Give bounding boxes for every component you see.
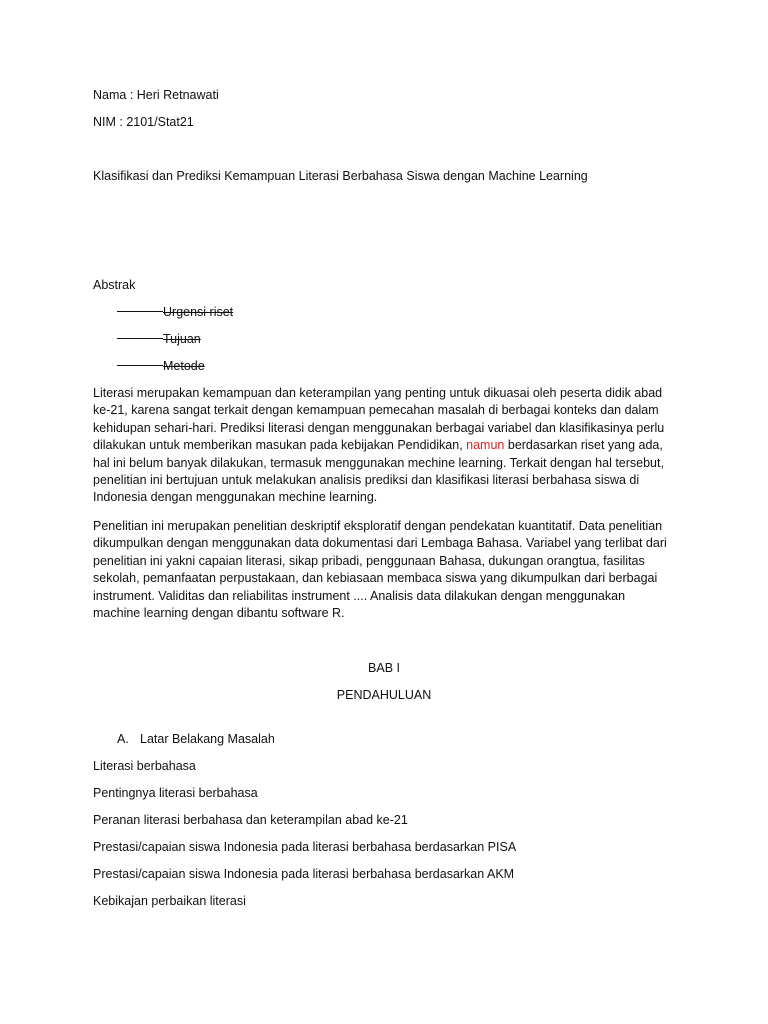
chapter-number: BAB I: [368, 661, 400, 675]
strike-dash: [117, 365, 163, 366]
point-item: Literasi berbahasa: [93, 759, 196, 773]
abstrak-item-urgensi: Urgensi riset: [117, 304, 233, 321]
abstrak-heading: Abstrak: [93, 278, 136, 292]
point-item: Pentingnya literasi berbahasa: [93, 786, 258, 800]
point-item: Prestasi/capaian siswa Indonesia pada literasi berbahasa berdasarkan AKM: [93, 867, 515, 881]
point-item: Prestasi/capaian siswa Indonesia pada literasi berbahasa berdasarkan PISA: [93, 840, 517, 854]
strike-dash: [117, 338, 163, 339]
document-title: Klasifikasi dan Prediksi Kemampuan Literasi Berbahasa Siswa dengan Machine Learning: [93, 169, 588, 183]
chapter-title: PENDAHULUAN: [336, 688, 432, 702]
student-name: Nama : Heri Retnawati: [93, 88, 219, 102]
section-heading: A. Latar Belakang Masalah: [117, 732, 275, 746]
point-item: Kebikajan perbaikan literasi: [93, 894, 246, 908]
abstrak-item-tujuan: Tujuan: [117, 331, 201, 348]
highlighted-word: namun: [466, 438, 505, 453]
abstrak-paragraph-2: Penelitian ini merupakan penelitian deskriptif eksploratif dengan pendekatan kuantitatif. Data penelitian dikumpulkan dengan menggunakan data dokumentasi dari Lembaga Bahasa. Variabel yang terlibat dari penelitian ini yakni capaian literasi, sikap pribadi, penggunaan Bahasa, dukungan orangtua, fasilitas sekolah, pemanfaatan perpustakaan, dan kebiasaan membaca siswa yang dikumpulkan dari berbagai instrument. Validitas dan reliabilitas instrument .... Analisis data dilakukan dengan menggunakan machine learning dengan dibantu software R.: [93, 519, 667, 621]
strike-dash: [117, 311, 163, 312]
student-nim: NIM : 2101/Stat21: [93, 115, 194, 129]
abstrak-paragraph-1: Literasi merupakan kemampuan dan keterampilan yang penting untuk dikuasai oleh peserta didik abad ke-21, karena sangat terkait dengan kemampuan pemecahan masalah di berbagai konteks dan dalam kehidupan sehari-hari. Prediksi literasi dengan menggunakan berbagai variabel dan klasifikasinya perlu dilakukan untuk memberikan masukan pada kebijakan Pendidikan, namun berdasarkan riset yang ada, hal ini belum banyak dilakukan, termasuk menggunakan mechine learning. Terkait dengan hal tersebut, penelitian ini bertujuan untuk melakukan analisis prediksi dan klasifikasi literasi berbahasa siswa di Indonesia dengan menggunakan mechine learning.: [93, 386, 665, 505]
abstrak-item-metode: Metode: [117, 358, 205, 375]
point-item: Peranan literasi berbahasa dan keterampilan abad ke-21: [93, 813, 408, 827]
